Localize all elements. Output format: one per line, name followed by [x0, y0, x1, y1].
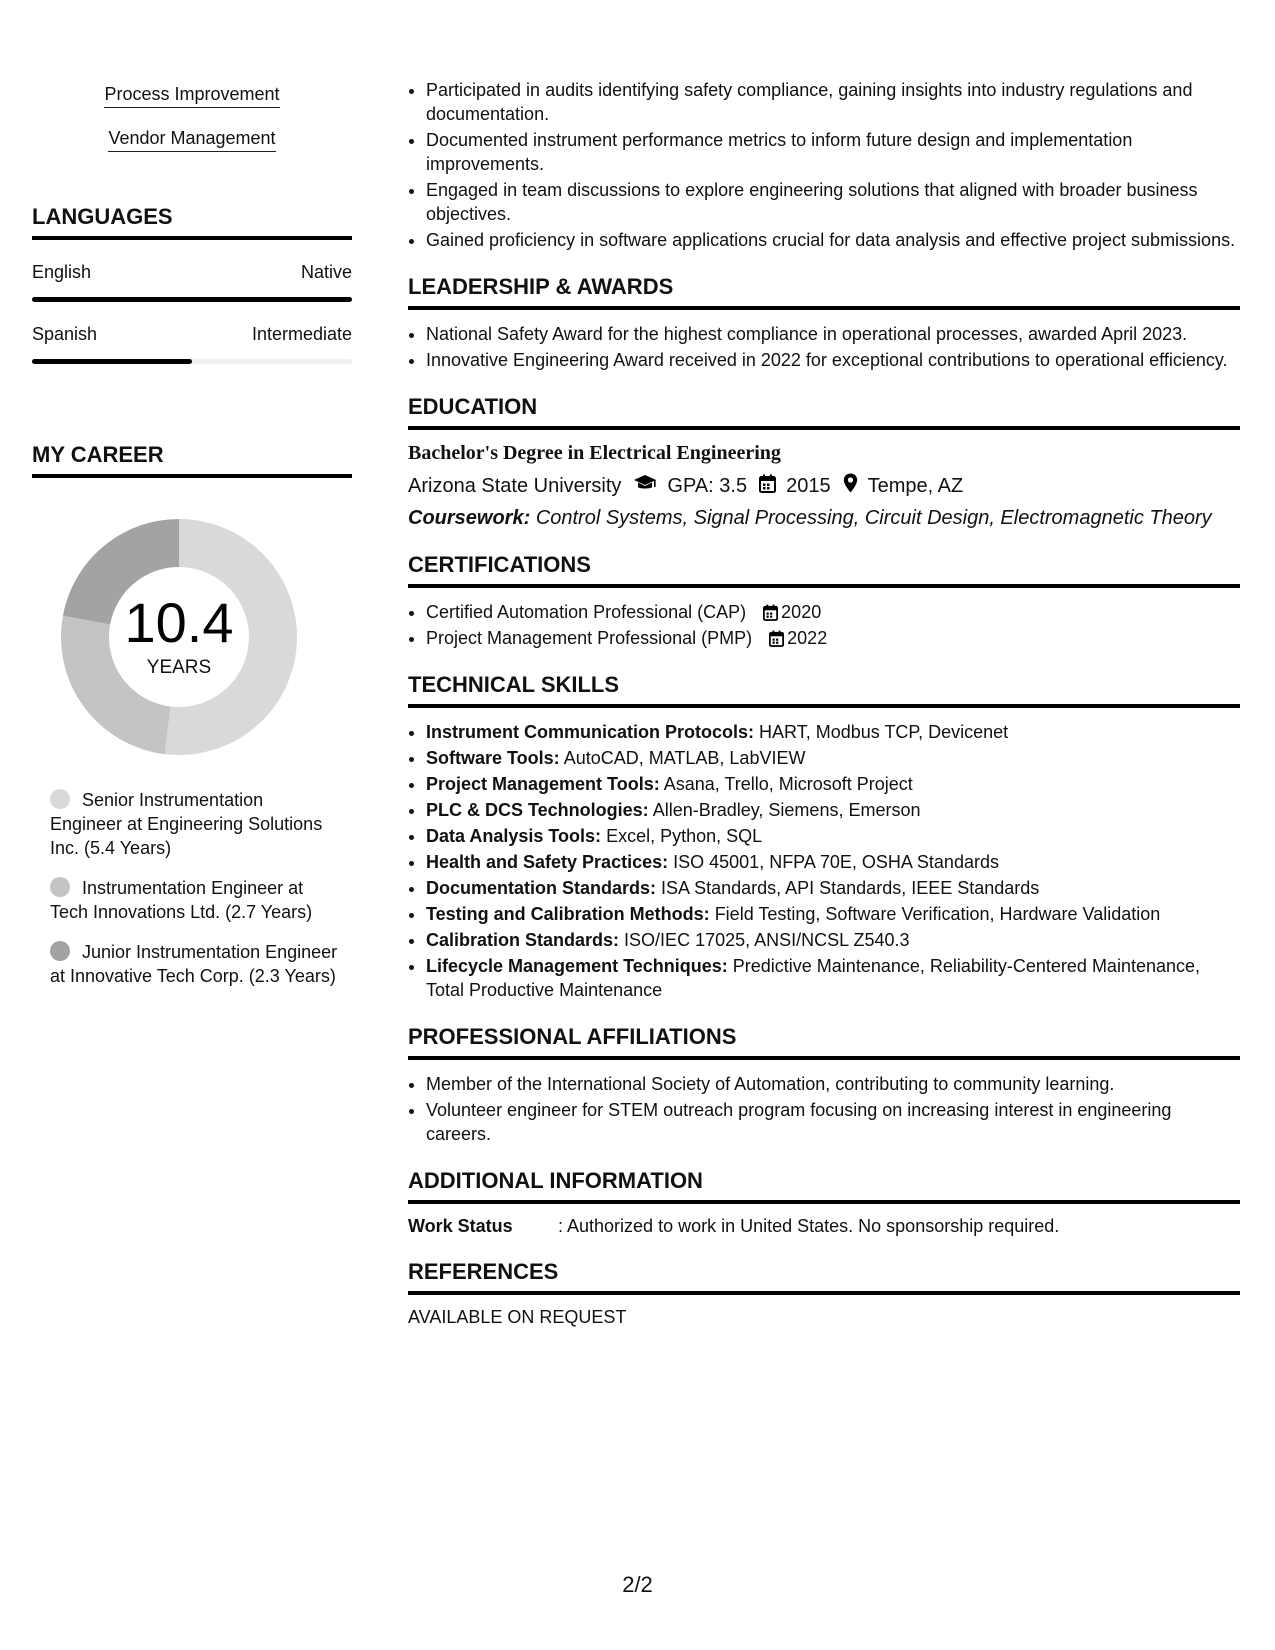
list-item [426, 876, 1240, 900]
certification-name: Certified Automation Professional (CAP) [426, 602, 747, 622]
skill-tag: Vendor Management [108, 128, 275, 152]
languages-heading: LANGUAGES [32, 204, 352, 240]
language-level: Native [300, 262, 352, 282]
skill-category: Project Management Tools: [426, 774, 660, 794]
calendar-icon [759, 474, 776, 499]
list-item [426, 824, 1240, 848]
certification-year [763, 602, 821, 622]
language-proficiency-fill [32, 297, 352, 302]
list-item [426, 928, 1240, 952]
career-section [32, 442, 352, 988]
list-item [426, 850, 1240, 874]
donut-center [54, 512, 304, 762]
experience-bullets [408, 78, 1240, 252]
skill-category: Testing and Calibration Methods: [426, 904, 710, 924]
calendar-icon [769, 630, 784, 647]
education-entry [408, 442, 1240, 530]
affiliations-heading: PROFESSIONAL AFFILIATIONS [408, 1024, 1240, 1060]
skill-values: ISO 45001, NFPA 70E, OSHA Standards [673, 852, 999, 872]
list-item [426, 902, 1240, 926]
legend-label: Junior Instrumentation Engineer at Innovative Tech Corp. (2.3 Years) [50, 942, 338, 986]
legend-dot [50, 877, 70, 897]
education-gpa: GPA: 3.5 [667, 474, 748, 497]
page-number: 2/2 [622, 1572, 653, 1597]
skill-category: Instrument Communication Protocols: [426, 722, 755, 742]
career-heading: MY CAREER [32, 442, 352, 478]
list-item: • Innovative Engineering Award received in 2022 for exceptional contributions to operational efficiency. [426, 348, 1240, 372]
languages-section [32, 204, 352, 364]
sidebar [32, 84, 352, 1004]
list-item: • National Safety Award for the highest compliance in operational processes, awarded April 2023. [426, 322, 1240, 346]
language-proficiency-fill [32, 359, 192, 364]
list-item: • Documented instrument performance metrics to inform future design and implementation improvements. [426, 128, 1240, 176]
language-name: English [32, 262, 92, 282]
references-heading: REFERENCES [408, 1259, 1240, 1295]
list-item [426, 772, 1240, 796]
main-column [408, 78, 1240, 1328]
language-item [32, 324, 352, 364]
language-proficiency-bar [32, 297, 352, 302]
list-item: • Participated in audits identifying safety compliance, gaining insights into industry regulations and documentation. [426, 78, 1240, 126]
skill-tag: Process Improvement [104, 84, 279, 108]
education-school: Arizona State University [408, 474, 622, 497]
skill-values: Excel, Python, SQL [606, 826, 763, 846]
list-item: • Volunteer engineer for STEM outreach program focusing on increasing interest in engineering careers. [426, 1098, 1240, 1146]
list-item [426, 600, 1240, 624]
career-donut-chart [54, 512, 304, 762]
legend-label: Senior Instrumentation Engineer at Engineering Solutions Inc. (5.4 Years) [50, 790, 323, 858]
skill-category: PLC & DCS Technologies: [426, 800, 649, 820]
skill-values: Field Testing, Software Verification, Hardware Validation [714, 904, 1161, 924]
education-heading: EDUCATION [408, 394, 1240, 430]
list-item [426, 626, 1240, 650]
list-item: • Engaged in team discussions to explore engineering solutions that aligned with broader business objectives. [426, 178, 1240, 226]
coursework-text: Control Systems, Signal Processing, Circuit Design, Electromagnetic Theory [535, 507, 1212, 529]
list-item [426, 746, 1240, 770]
career-total-unit: YEARS [146, 657, 212, 678]
skill-category: Calibration Standards: [426, 930, 620, 950]
skill-tags [32, 84, 352, 172]
language-name: Spanish [32, 324, 98, 344]
location-pin-icon [843, 473, 858, 499]
technical-skills-heading: TECHNICAL SKILLS [408, 672, 1240, 708]
affiliations-list [408, 1072, 1240, 1146]
skill-category: Health and Safety Practices: [426, 852, 669, 872]
education-degree: Bachelor's Degree in Electrical Engineering [408, 442, 781, 464]
skill-values: Asana, Trello, Microsoft Project [663, 774, 913, 794]
career-legend [50, 788, 340, 988]
skill-values: HART, Modbus TCP, Devicenet [759, 722, 1009, 742]
skill-category: Documentation Standards: [426, 878, 657, 898]
education-meta [408, 473, 1240, 499]
certifications-heading: CERTIFICATIONS [408, 552, 1240, 588]
list-item [426, 720, 1240, 744]
career-total-years: 10.4 [124, 591, 234, 654]
certifications-list [408, 600, 1240, 650]
legend-label: Instrumentation Engineer at Tech Innovations Ltd. (2.7 Years) [50, 878, 313, 922]
language-level: Intermediate [251, 324, 352, 344]
education-year: 2015 [786, 474, 831, 497]
list-item [426, 798, 1240, 822]
career-legend-item [50, 788, 340, 860]
skill-category: Data Analysis Tools: [426, 826, 602, 846]
skill-values: ISO/IEC 17025, ANSI/NCSL Z540.3 [624, 930, 910, 950]
skill-values: AutoCAD, MATLAB, LabVIEW [563, 748, 806, 768]
list-item [426, 954, 1240, 1002]
list-item: • Gained proficiency in software applications crucial for data analysis and effective project submissions. [426, 228, 1240, 252]
skill-values: Allen-Bradley, Siemens, Emerson [652, 800, 921, 820]
career-legend-item [50, 940, 340, 988]
calendar-icon [763, 604, 778, 621]
graduation-cap-icon [633, 474, 657, 498]
certification-year-text: 2020 [781, 602, 822, 622]
additional-info-heading: ADDITIONAL INFORMATION [408, 1168, 1240, 1204]
technical-skills-list [408, 720, 1240, 1002]
education-location: Tempe, AZ [867, 474, 964, 497]
certification-year-text: 2022 [787, 628, 828, 648]
legend-dot [50, 789, 70, 809]
skill-category: Software Tools: [426, 748, 560, 768]
legend-dot [50, 941, 70, 961]
work-status-row [408, 1216, 1240, 1237]
language-proficiency-bar [32, 359, 352, 364]
awards-heading: LEADERSHIP & AWARDS [408, 274, 1240, 310]
skill-values: ISA Standards, API Standards, IEEE Standards [661, 878, 1040, 898]
certification-name: Project Management Professional (PMP) [426, 628, 753, 648]
language-item [32, 262, 352, 302]
awards-list [408, 322, 1240, 372]
career-legend-item [50, 876, 340, 924]
education-coursework [408, 507, 1240, 530]
work-status-value: : Authorized to work in United States. No sponsorship required. [558, 1216, 1060, 1236]
coursework-label: Coursework: [408, 507, 531, 529]
skill-values: Predictive Maintenance, Reliability-Centered Maintenance, Total Productive Maintenance [426, 956, 1201, 1000]
certification-year [769, 628, 827, 648]
list-item: • Member of the International Society of Automation, contributing to community learning. [426, 1072, 1240, 1096]
skill-category: Lifecycle Management Techniques: [426, 956, 728, 976]
references-text: AVAILABLE ON REQUEST [408, 1307, 627, 1327]
work-status-label: Work Status [408, 1216, 513, 1236]
